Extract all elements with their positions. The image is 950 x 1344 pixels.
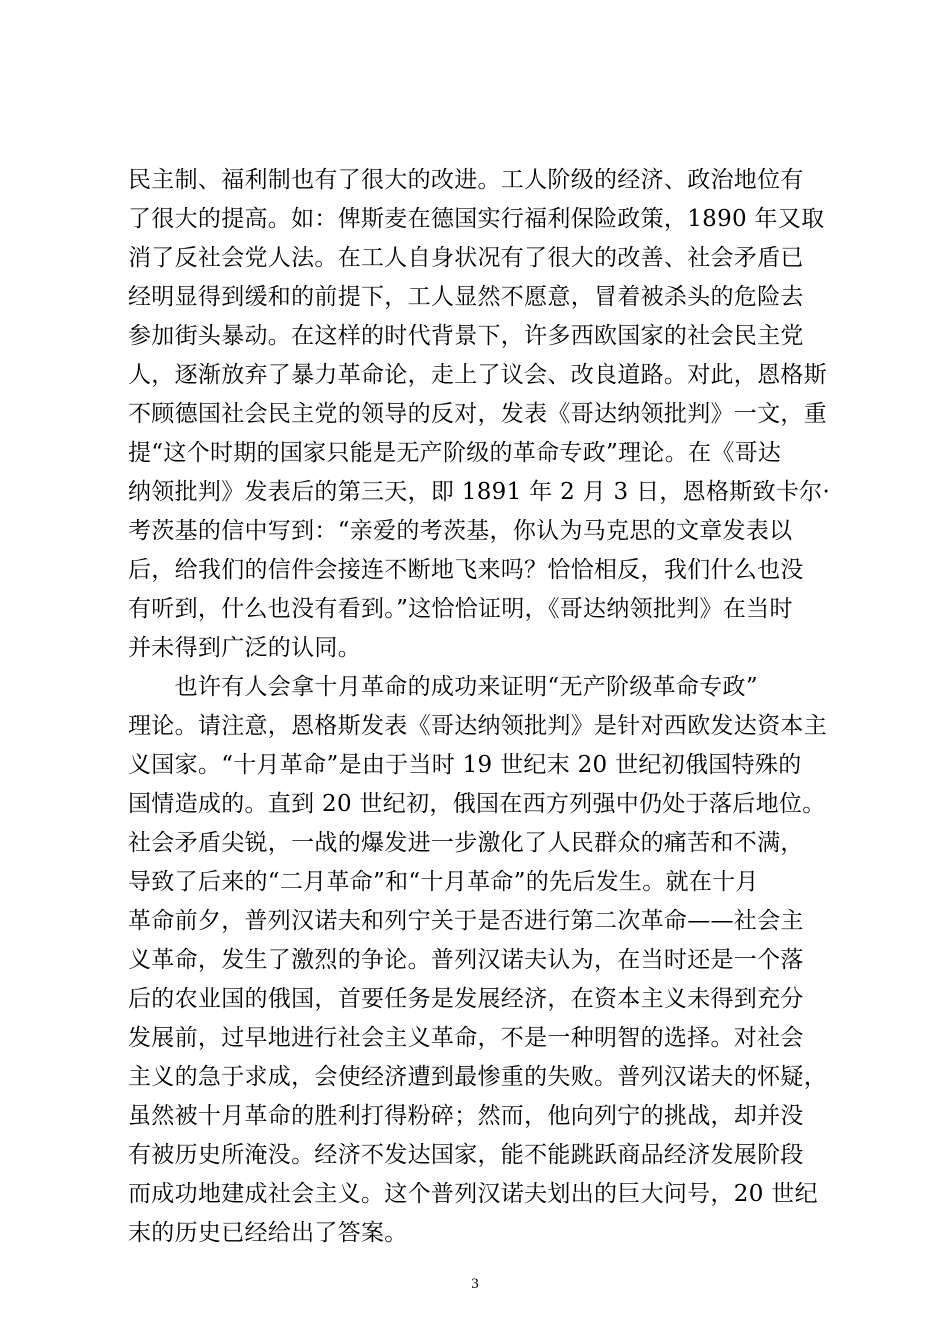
page-number: 3 [471,1276,479,1292]
text-line: 经明显得到缓和的前提下，工人显然不愿意，冒着被杀头的危险去 [128,284,804,310]
text-line: 而成功地建成社会主义。这个普列汉诺夫划出的巨大问号，20 世纪 [128,1181,818,1207]
text-line: 义革命，发生了激烈的争论。普列汉诺夫认为，在当时还是一个落 [128,947,804,973]
text-line: 发展前，过早地进行社会主义革命，不是一种明智的选择。对社会 [128,1025,804,1051]
text-line: 国情造成的。直到 20 世纪初，俄国在西方列强中仍处于落后地位。 [128,791,826,817]
text-line: 末的历史已经给出了答案。 [128,1220,408,1246]
text-line: 参加街头暴动。在这样的时代背景下，许多西欧国家的社会民主党 [128,323,804,349]
paragraph-start-line: 也许有人会拿十月革命的成功来证明“无产阶级革命专政” [128,674,758,700]
text-line: 主义的急于求成，会使经济遭到最惨重的失败。普列汉诺夫的怀疑， [128,1064,827,1090]
text-line: 有被历史所淹没。经济不发达国家，能不能跳跃商品经济发展阶段 [128,1142,804,1168]
text-line: 消了反社会党人法。在工人自身状况有了很大的改善、社会矛盾已 [128,245,804,271]
text-line: 社会矛盾尖锐，一战的爆发进一步激化了人民群众的痛苦和不满， [128,830,804,856]
text-line: 考茨基的信中写到：“亲爱的考茨基，你认为马克思的文章发表以 [128,518,793,544]
text-line: 革命前夕，普列汉诺夫和列宁关于是否进行第二次革命——社会主 [128,908,804,934]
text-line: 虽然被十月革命的胜利打得粉碎；然而，他向列宁的挑战，却并没 [128,1103,804,1129]
text-line: 导致了后来的“二月革命”和“十月革命”的先后发生。就在十月 [128,869,759,895]
text-line: 并未得到广泛的认同。 [128,635,361,661]
text-line: 理论。请注意，恩格斯发表《哥达纳领批判》是针对西欧发达资本主 [128,713,827,739]
text-line: 民主制、福利制也有了很大的改进。工人阶级的经济、政治地位有 [128,167,804,193]
text-line: 提“这个时期的国家只能是无产阶级的革命专政”理论。在《哥达 [128,440,782,466]
text-line: 人，逐渐放弃了暴力革命论，走上了议会、改良道路。对此，恩格斯 [128,362,827,388]
text-line: 不顾德国社会民主党的领导的反对，发表《哥达纳领批判》一文，重 [128,401,827,427]
text-line: 后，给我们的信件会接连不断地飞来吗？恰恰相反，我们什么也没 [128,557,804,583]
text-line: 义国家。“十月革命”是由于当时 19 世纪末 20 世纪初俄国特殊的 [128,752,802,778]
text-line: 了很大的提高。如：俾斯麦在德国实行福利保险政策，1890 年又取 [128,206,825,232]
text-line: 有听到，什么也没有看到。”这恰恰证明，《哥达纳领批判》在当时 [128,596,793,622]
text-line: 纳领批判》发表后的第三天，即 1891 年 2 月 3 日，恩格斯致卡尔· [128,479,831,505]
text-line: 后的农业国的俄国，首要任务是发展经济，在资本主义未得到充分 [128,986,804,1012]
